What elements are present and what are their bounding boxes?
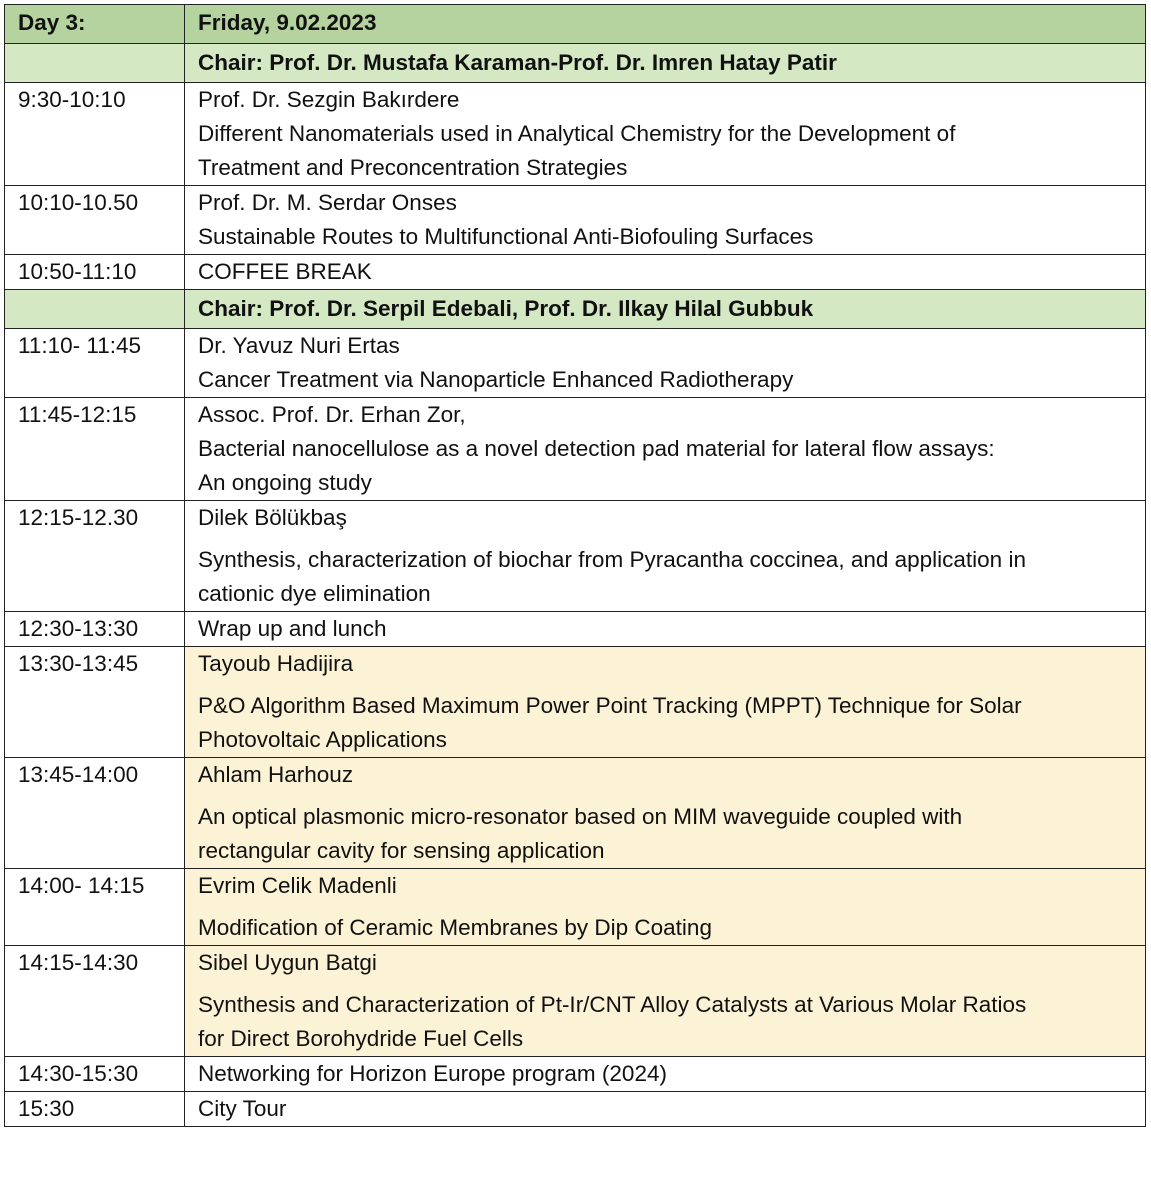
speaker-name: Sibel Uygun Batgi — [198, 950, 377, 975]
schedule-row-highlighted — [5, 946, 1146, 1057]
talk-cell — [185, 946, 1146, 1057]
time-slot: 12:15-12.30 — [5, 501, 185, 612]
talk-title-line: Synthesis, characterization of biochar from Pyracantha coccinea, and application in — [198, 547, 1026, 572]
time-slot: 13:30-13:45 — [5, 647, 185, 758]
time-slot: 14:00- 14:15 — [5, 869, 185, 946]
schedule-row — [5, 501, 1146, 612]
day-label: Day 3: — [5, 5, 185, 44]
talk-title-line: An optical plasmonic micro-resonator based on MIM waveguide coupled with — [198, 804, 963, 829]
time-slot: 11:10- 11:45 — [5, 329, 185, 398]
time-slot: 11:45-12:15 — [5, 398, 185, 501]
talk-cell — [185, 647, 1146, 758]
speaker-name: Dr. Yavuz Nuri Ertas — [198, 333, 400, 358]
talk-title-line: Sustainable Routes to Multifunctional Anti-Biofouling Surfaces — [198, 224, 814, 249]
break-label: Wrap up and lunch — [185, 612, 1146, 647]
talk-cell — [185, 186, 1146, 255]
event-label: City Tour — [185, 1092, 1146, 1127]
schedule-row — [5, 83, 1146, 186]
talk-title-line: Cancer Treatment via Nanoparticle Enhanced Radiotherapy — [198, 367, 794, 392]
time-slot: 15:30 — [5, 1092, 185, 1127]
day3-schedule-table — [4, 4, 1146, 1127]
chair-row-session-1 — [5, 44, 1146, 83]
speaker-name: Prof. Dr. M. Serdar Onses — [198, 190, 457, 215]
session-chair: Chair: Prof. Dr. Serpil Edebali, Prof. Dr. Ilkay Hilal Gubbuk — [185, 290, 1146, 329]
schedule-row — [5, 398, 1146, 501]
speaker-name: Dilek Bölükbaş — [198, 505, 347, 530]
schedule-row — [5, 186, 1146, 255]
day-header-row — [5, 5, 1146, 44]
talk-title-line: P&O Algorithm Based Maximum Power Point Tracking (MPPT) Technique for Solar — [198, 693, 1022, 718]
chair-row-blank-cell — [5, 290, 185, 329]
schedule-row — [5, 612, 1146, 647]
talk-title-line: for Direct Borohydride Fuel Cells — [198, 1026, 524, 1051]
schedule-row — [5, 1057, 1146, 1092]
chair-row-session-2 — [5, 290, 1146, 329]
time-slot: 9:30-10:10 — [5, 83, 185, 186]
time-slot: 14:15-14:30 — [5, 946, 185, 1057]
talk-cell — [185, 501, 1146, 612]
schedule-row-highlighted — [5, 758, 1146, 869]
speaker-name: Ahlam Harhouz — [198, 762, 354, 787]
day-date: Friday, 9.02.2023 — [185, 5, 1146, 44]
schedule-row — [5, 329, 1146, 398]
time-slot: 12:30-13:30 — [5, 612, 185, 647]
talk-cell — [185, 758, 1146, 869]
schedule-row — [5, 255, 1146, 290]
time-slot: 13:45-14:00 — [5, 758, 185, 869]
schedule-row-highlighted — [5, 647, 1146, 758]
speaker-name: Evrim Celik Madenli — [198, 873, 397, 898]
talk-title-line: cationic dye elimination — [198, 581, 431, 606]
talk-title-line: Photovoltaic Applications — [198, 727, 447, 752]
talk-cell — [185, 83, 1146, 186]
time-slot: 10:50-11:10 — [5, 255, 185, 290]
session-chair: Chair: Prof. Dr. Mustafa Karaman-Prof. Dr. Imren Hatay Patir — [185, 44, 1146, 83]
speaker-name: Tayoub Hadijira — [198, 651, 354, 676]
break-label: COFFEE BREAK — [185, 255, 1146, 290]
chair-row-blank-cell — [5, 44, 185, 83]
talk-cell — [185, 329, 1146, 398]
speaker-name: Assoc. Prof. Dr. Erhan Zor, — [198, 402, 466, 427]
speaker-name: Prof. Dr. Sezgin Bakırdere — [198, 87, 460, 112]
talk-title-line: An ongoing study — [198, 470, 372, 495]
talk-title-line: Bacterial nanocellulose as a novel detection pad material for lateral flow assays: — [198, 436, 995, 461]
talk-title-line: Synthesis and Characterization of Pt-Ir/CNT Alloy Catalysts at Various Molar Ratios — [198, 992, 1027, 1017]
talk-title-line: Modification of Ceramic Membranes by Dip Coating — [198, 915, 712, 940]
time-slot: 14:30-15:30 — [5, 1057, 185, 1092]
talk-cell — [185, 869, 1146, 946]
time-slot: 10:10-10.50 — [5, 186, 185, 255]
talk-title-line: rectangular cavity for sensing application — [198, 838, 605, 863]
talk-cell — [185, 398, 1146, 501]
event-label: Networking for Horizon Europe program (2024) — [185, 1057, 1146, 1092]
talk-title-line: Different Nanomaterials used in Analytical Chemistry for the Development of — [198, 121, 956, 146]
schedule-row-highlighted — [5, 869, 1146, 946]
schedule-row — [5, 1092, 1146, 1127]
talk-title-line: Treatment and Preconcentration Strategies — [198, 155, 628, 180]
